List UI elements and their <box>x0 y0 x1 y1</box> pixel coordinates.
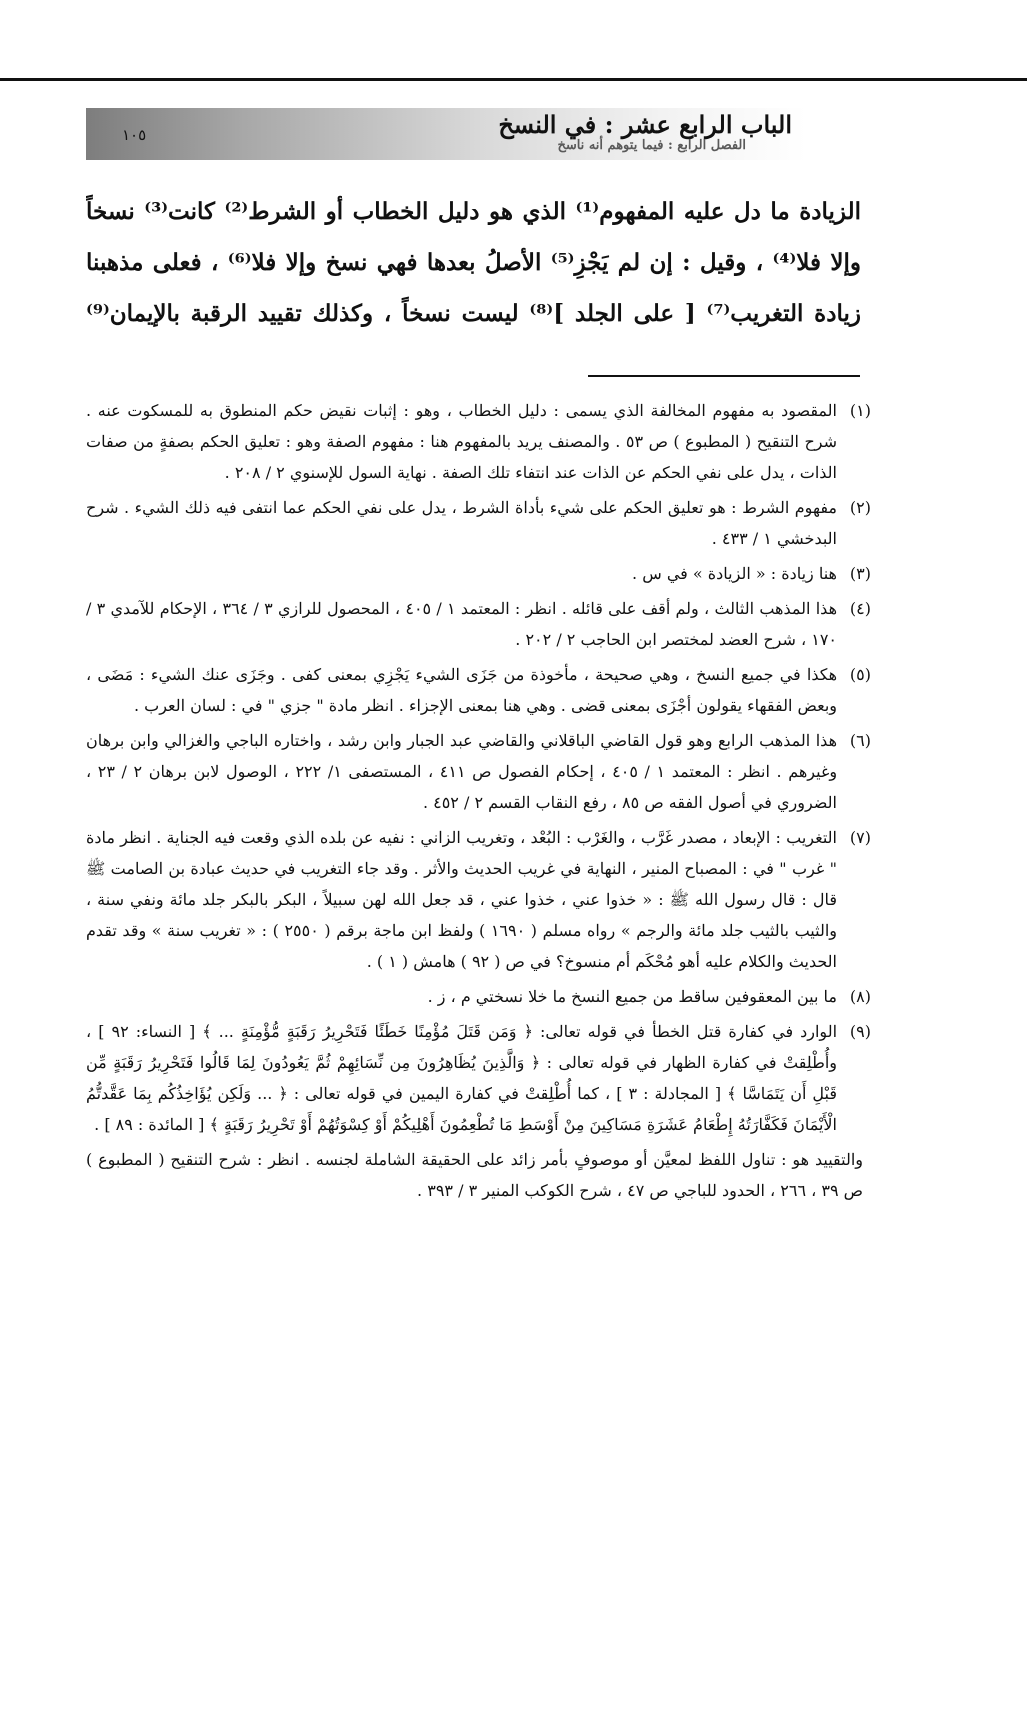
footnote-text: ما بين المعقوفين ساقط من جميع النسخ ما خلا نسختي م ، ز . <box>427 987 837 1006</box>
footnote-separator <box>588 375 860 377</box>
footnote-6 <box>86 725 871 818</box>
main-body <box>86 186 861 339</box>
footnote-3 <box>86 558 871 589</box>
footnote-text: الوارد في كفارة قتل الخطأ في قوله تعالى: ﴿ وَمَن قَتَلَ مُؤْمِنًا خَطَئًا فَتَحْرِيرُ رَقَبَةٍ مُّؤْمِنَةٍ ... ﴾ [ النساء: ٩٢ ] ، وأُطْلِقتْ في كفارة الظهار في قوله تعالى : ﴿ وَالَّذِينَ يُظَاهِرُونَ مِن نِّسَائِهِمْ ثُمَّ يَعُودُونَ لِمَا قَالُوا فَتَحْرِيرُ رَقَبَةٍ مِّن قَبْلِ أَن يَتَمَاسَّا ﴾ [ المجادلة : ٣ ] ، كما أُطْلِقتْ في كفارة اليمين في قوله تعالى : ﴿ ... وَلَكِن يُؤَاخِذُكُم بِمَا عَقَّدتُّمُ الْأَيْمَانَ فَكَفَّارَتُهُ إِطْعَامُ عَشَرَةِ مَسَاكِينَ مِنْ أَوْسَطِ مَا تُطْعِمُونَ أَهْلِيكُمْ أَوْ كِسْوَتُهُمْ أَوْ تَحْرِيرُ رَقَبَةٍ ﴾ [ المائدة : ٨٩ ] . <box>86 1022 838 1134</box>
footnote-8 <box>86 981 871 1012</box>
section-subtitle: الفصل الرابع : فيما يتوهم أنه ناسخ <box>557 138 746 153</box>
footnote-text: هنا زيادة : « الزيادة » في س . <box>632 564 837 583</box>
main-line: الزيادة ما دل عليه المفهوم⁽¹⁾ الذي هو دليل الخطاب أو الشرط⁽²⁾ كانت⁽³⁾ نسخاً <box>86 198 861 225</box>
footnotes <box>86 395 871 1210</box>
footnote-number: (١) <box>849 401 871 420</box>
footnote-number: (٤) <box>849 599 871 618</box>
footnote-text: هذا المذهب الثالث ، ولم أقف على قائله . انظر : المعتمد ١ / ٤٠٥ ، المحصول للرازي ٣ / ٣٦٤ ، الإحكام للآمدي ٣ / ١٧٠ ، شرح العضد لمختصر ابن الحاجب ٢ / ٢٠٢ . <box>86 599 838 649</box>
main-line: وإلا فلا⁽⁴⁾ ، وقيل : إن لم يَجْزِ⁽⁵⁾ الأصلُ بعدها فهي نسخ وإلا فلا⁽⁶⁾ ، فعلى مذهبنا <box>86 249 861 276</box>
footnote-number: (٥) <box>849 665 871 684</box>
footnote-text: التغريب : الإبعاد ، مصدر غَرَّب ، والغَرْب : البُعْد ، وتغريب الزاني : نفيه عن بلده الذي وقعت فيه الجناية . انظر مادة " غرب " في : المصباح المنير ، النهاية في غريب الحديث والأثر . وقد جاء التغريب في حديث عبادة بن الصامت ﷺ قال : قال رسول الله ﷺ : « خذوا عني ، خذوا عني ، قد جعل الله لهن سبيلاً ، البكر بالبكر جلد مائة ونفي سنة ، والثيب بالثيب جلد مائة والرجم » رواه مسلم ( ١٦٩٠ ) ولفظ ابن ماجة برقم ( ٢٥٥٠ ) : « تغريب سنة » وقد تقدم الحديث والكلام عليه أهو مُحْكَم أم منسوخ؟ في ص ( ٩٢ ) هامش ( ١ ) . <box>86 828 837 971</box>
footnote-9 <box>86 1016 871 1140</box>
main-line: زيادة التغريب⁽⁷⁾ [ على الجلد ]⁽⁸⁾ ليست نسخاً ، وكذلك تقييد الرقبة بالإيمان⁽⁹⁾ <box>86 300 861 327</box>
footnote-7 <box>86 822 871 977</box>
footnote-number: (٦) <box>849 731 871 750</box>
footnote-text: والتقييد هو : تناول اللفظ لمعيَّن أو موصوفٍ بأمر زائد على الحقيقة الشاملة لجنسه . انظر : شرح التنقيح ( المطبوع ) ص ٣٩ ، ٢٦٦ ، الحدود للباجي ص ٤٧ ، شرح الكوكب المنير ٣ / ٣٩٣ . <box>86 1150 864 1200</box>
footnote-number: (٧) <box>849 828 871 847</box>
footnote-text: المقصود به مفهوم المخالفة الذي يسمى : دليل الخطاب ، وهو : إثبات نقيض حكم المنطوق به للمسكوت عنه . شرح التنقيح ( المطبوع ) ص ٥٣ . والمصنف يريد بالمفهوم هنا : مفهوم الصفة وهو : تعليق الحكم بصفةٍ من صفات الذات ، يدل على نفي الحكم عن الذات عند انتفاء تلك الصفة . نهاية السول للإسنوي ٢ / ٢٠٨ . <box>86 401 838 482</box>
footnote-5 <box>86 659 871 721</box>
footnote-text: هذا المذهب الرابع وهو قول القاضي الباقلاني والقاضي عبد الجبار وابن رشد ، واختاره الباجي والغزالي وابن برهان وغيرهم . انظر : المعتمد ١ / ٤٠٥ ، إحكام الفصول ص ٤١١ ، المستصفى ١/ ٢٢٢ ، الوصول لابن برهان ٢ / ٢٣ ، الضروري في أصول الفقه ص ٨٥ ، رفع النقاب القسم ٢ / ٤٥٢ . <box>86 731 838 812</box>
footnote-9-continuation <box>86 1144 863 1206</box>
footnote-text: مفهوم الشرط : هو تعليق الحكم على شيء بأداة الشرط ، يدل على نفي الحكم عما انتفى فيه ذلك الشيء . شرح البدخشي ١ / ٤٣٣ . <box>86 498 837 548</box>
footnote-1 <box>86 395 871 488</box>
page-number: ١٠٥ <box>122 126 147 144</box>
running-header <box>86 108 806 160</box>
footnote-number: (٩) <box>849 1022 871 1041</box>
footnote-text: هكذا في جميع النسخ ، وهي صحيحة ، مأخوذة من جَزَى الشيء يَجْزِي بمعنى كفى . وجَزَى عنك الشيء : مَضَى ، وبعض الفقهاء يقولون أجْزَى بمعنى قضى . وهي هنا بمعنى الإجزاء . انظر مادة " جزي " في : لسان العرب . <box>86 665 838 715</box>
footnote-number: (٢) <box>849 498 871 517</box>
top-rule <box>0 78 1027 81</box>
footnote-number: (٣) <box>849 564 871 583</box>
chapter-title: الباب الرابع عشر : في النسخ <box>498 110 792 139</box>
footnote-4 <box>86 593 871 655</box>
footnote-2 <box>86 492 871 554</box>
footnote-number: (٨) <box>849 987 871 1006</box>
